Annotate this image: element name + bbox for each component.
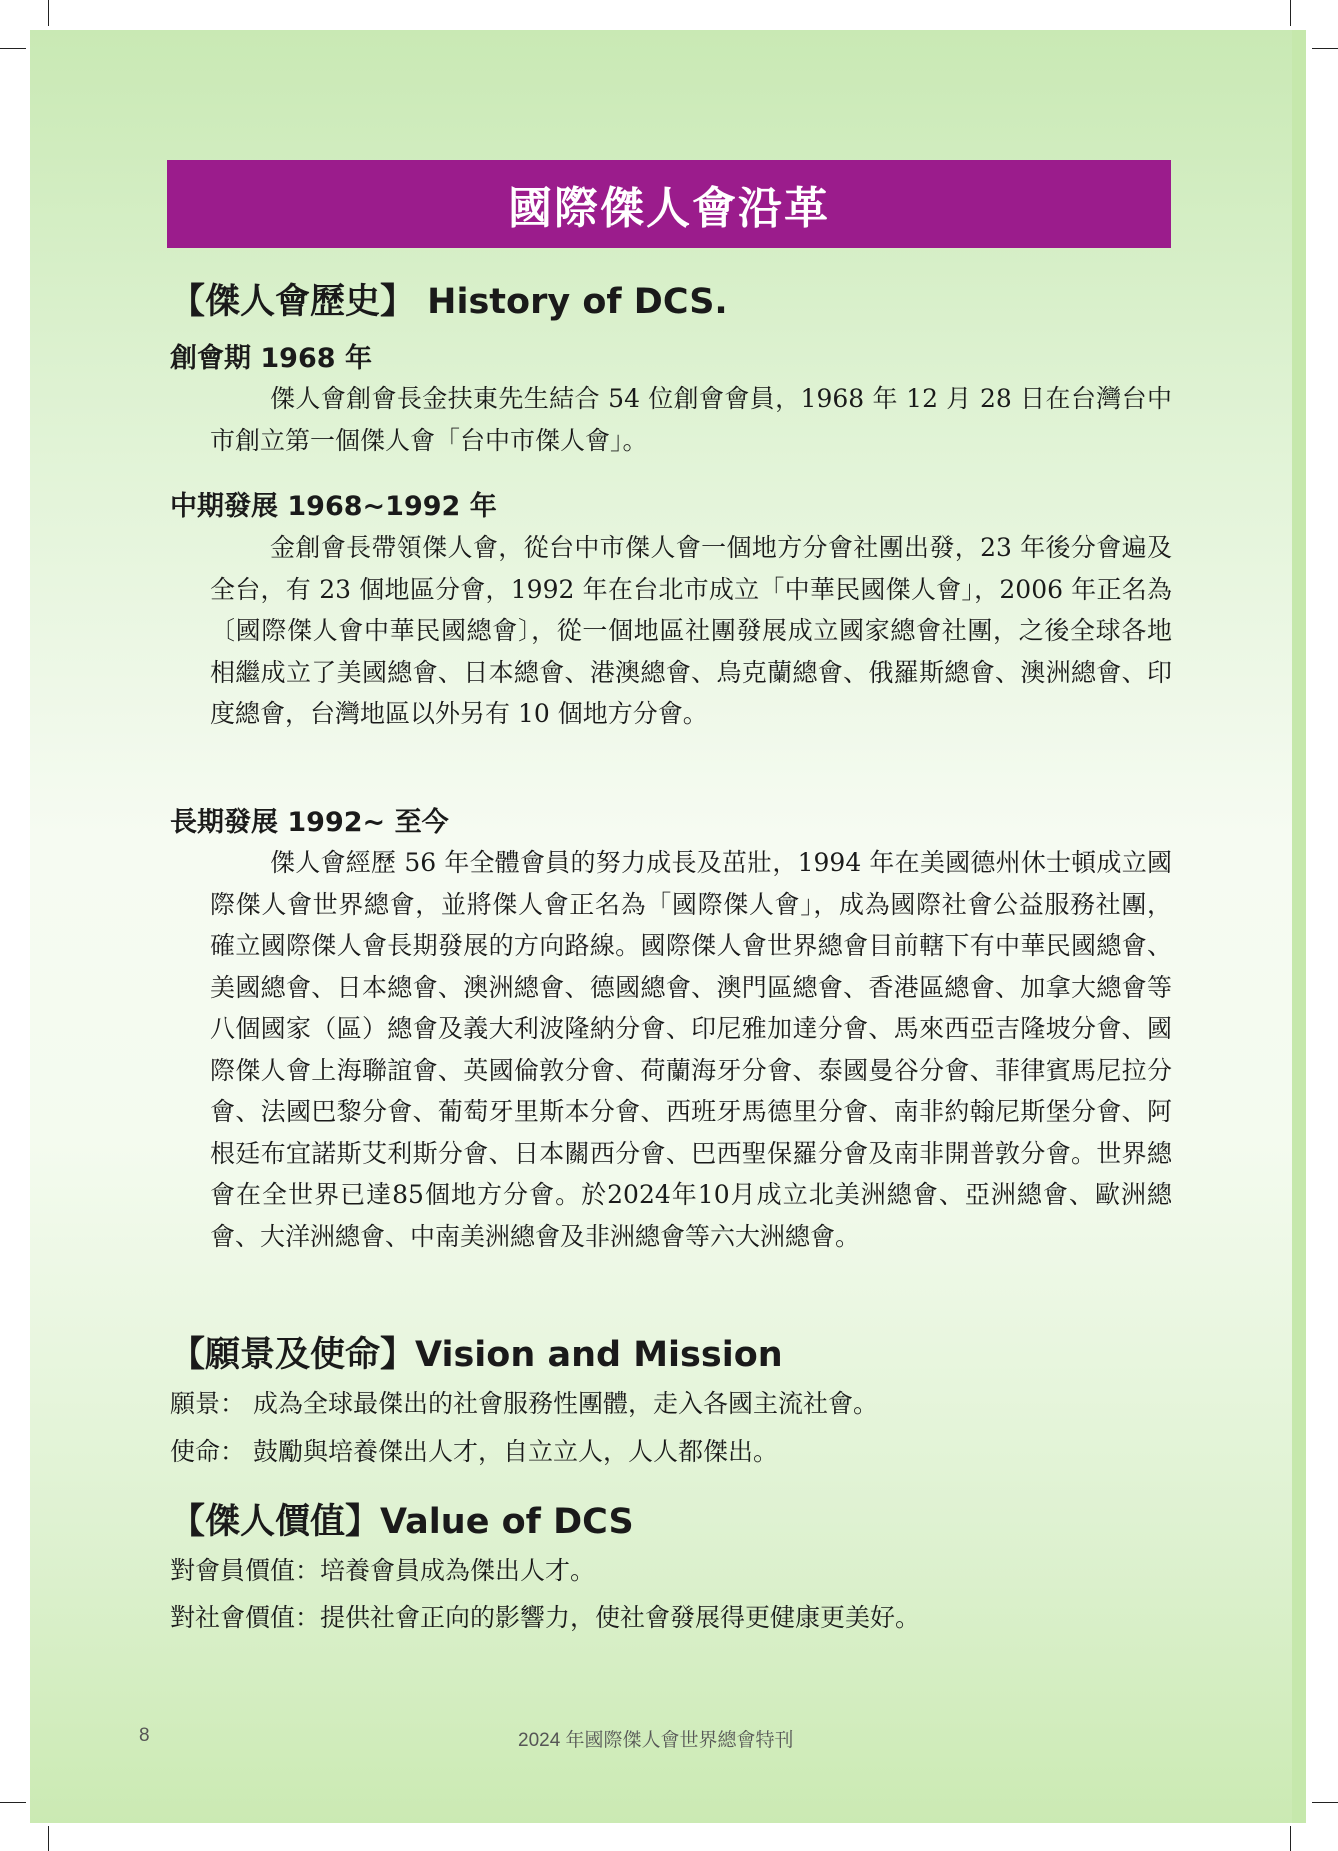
crop-mark (1312, 48, 1338, 49)
vision-line: 願景： 成為全球最傑出的社會服務性團體，走入各國主流社會。 (170, 1389, 878, 1418)
mission-line: 使命： 鼓勵與培養傑出人才，自立立人，人人都傑出。 (170, 1437, 778, 1466)
vision-mission-heading: 【願景及使命】Vision and Mission (170, 1335, 783, 1375)
bleed-strip (1292, 30, 1306, 1823)
page-title: 國際傑人會沿革 (508, 183, 830, 234)
crop-mark (48, 0, 49, 26)
period-long-term-heading: 長期發展 1992~ 至今 (170, 807, 449, 838)
crop-mark (0, 48, 26, 49)
society-value-line: 對社會價值：提供社會正向的影響力，使社會發展得更健康更美好。 (170, 1603, 921, 1632)
value-heading: 【傑人價值】Value of DCS (170, 1502, 634, 1542)
crop-mark (48, 1826, 49, 1851)
member-value-line: 對會員價值：培養會員成為傑出人才。 (170, 1556, 596, 1585)
page-title-bar (167, 160, 1171, 248)
period-founding-heading: 創會期 1968 年 (170, 343, 372, 374)
crop-mark (1290, 1826, 1291, 1851)
period-long-term-text: 傑人會經歷 56 年全體會員的努力成長及茁壯，1994 年在美國德州休士頓成立國際傑人會世界總會，並將傑人會正名為「國際傑人會」，成為國際社會公益服務社團，確立國際傑人會長期發展的方向路線。國際傑人會世界總會目前轄下有中華民國總會、美國總會、日本總會、澳洲總會、德國總會、澳門區總會、香港區總會、加拿大總會等八個國家（區）總會及義大利波隆納分會、印尼雅加達分會、馬來西亞吉隆坡分會、國際傑人會上海聯誼會、英國倫敦分會、荷蘭海牙分會、泰國曼谷分會、菲律賓馬尼拉分會、法國巴黎分會、葡萄牙里斯本分會、西班牙馬德里分會、南非約翰尼斯堡分會、阿根廷布宜諾斯艾利斯分會、日本關西分會、巴西聖保羅分會及南非開普敦分會。世界總會在全世界已達85個地方分會。於2024年10月成立北美洲總會、亞洲總會、歐洲總會、大洋洲總會、中南美洲總會及非洲總會等六大洲總會。 (210, 848, 1172, 1251)
period-middle-heading: 中期發展 1968~1992 年 (170, 491, 497, 522)
crop-mark (1290, 0, 1291, 26)
history-heading: 【傑人會歷史】 History of DCS. (170, 282, 728, 322)
footer-publication: 2024 年國際傑人會世界總會特刊 (518, 1730, 794, 1751)
crop-mark (0, 1802, 26, 1803)
period-middle-text: 金創會長帶領傑人會，從台中市傑人會一個地方分會社團出發，23 年後分會遍及全台，有 23 個地區分會，1992 年在台北市成立「中華民國傑人會」，2006 年正名為〔國際傑人會中華民國總會〕，從一個地區社團發展成立國家總會社團，之後全球各地相繼成立了美國總會、日本總會、港澳總會、烏克蘭總會、俄羅斯總會、澳洲總會、印度總會，台灣地區以外另有 10 個地方分會。 (210, 533, 1172, 728)
period-founding-text: 傑人會創會長金扶東先生結合 54 位創會會員，1968 年 12 月 28 日在台灣台中市創立第一個傑人會「台中市傑人會」。 (210, 384, 1172, 455)
page-number: 8 (139, 1725, 150, 1746)
crop-mark (1312, 1802, 1338, 1803)
